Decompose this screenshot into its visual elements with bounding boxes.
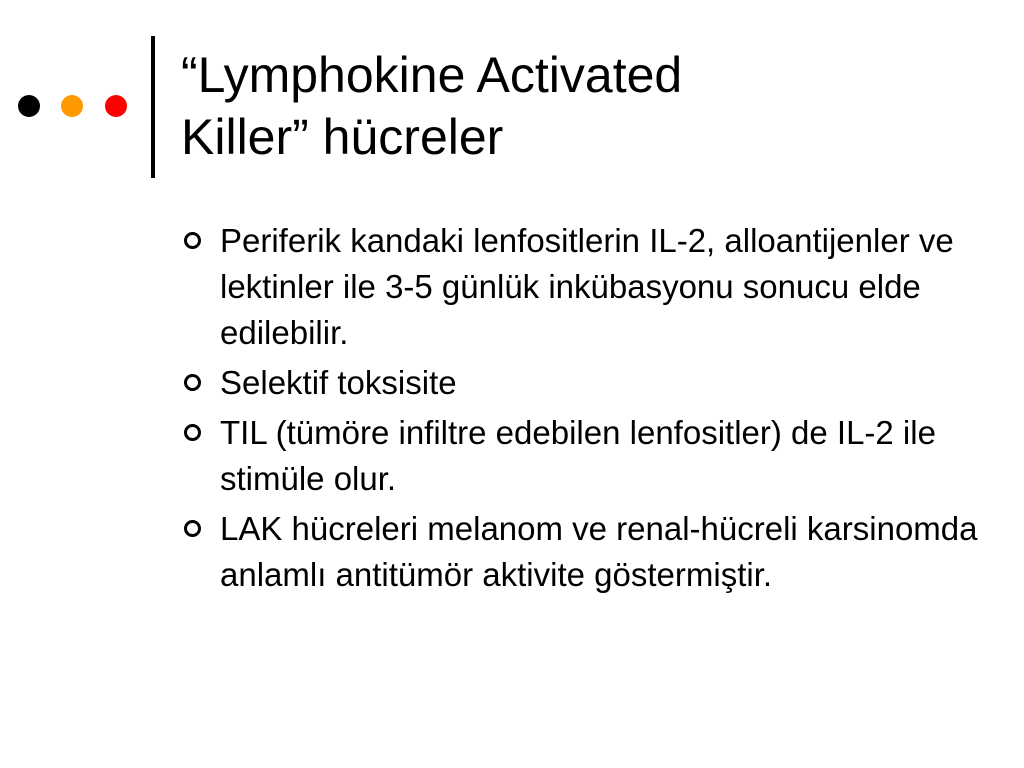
bullet-item <box>181 506 981 598</box>
title-line-2: Killer” hücreler <box>181 109 504 165</box>
bullet-item <box>181 218 981 356</box>
black-dot <box>18 95 40 117</box>
ring-bullet-icon <box>184 424 201 441</box>
ring-bullet-icon <box>184 232 201 249</box>
bullet-text: Selektif toksisite <box>220 364 457 401</box>
bullet-text: TIL (tümöre infiltre edebilen lenfositler) de IL-2 ile stimüle olur. <box>220 414 936 497</box>
bullet-text: LAK hücreleri melanom ve renal-hücreli karsinomda anlamlı antitümör aktivite göstermiştir. <box>220 510 978 593</box>
ring-bullet-icon <box>184 520 201 537</box>
bullet-list <box>181 218 981 602</box>
bullet-text: Periferik kandaki lenfositlerin IL-2, alloantijenler ve lektinler ile 3-5 günlük inkübasyonu sonucu elde edilebilir. <box>220 222 954 351</box>
bullet-item <box>181 360 981 406</box>
slide-title <box>181 44 1001 168</box>
title-divider-line <box>151 36 155 178</box>
ring-bullet-icon <box>184 374 201 391</box>
title-line-1: “Lymphokine Activated <box>181 47 683 103</box>
bullet-item <box>181 410 981 502</box>
red-dot <box>105 95 127 117</box>
decorative-dots <box>18 95 138 119</box>
orange-dot <box>61 95 83 117</box>
